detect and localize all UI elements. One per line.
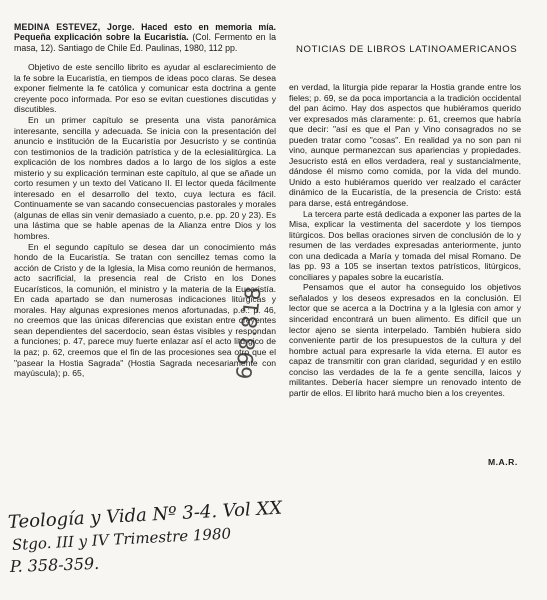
section-title: NOTICIAS DE LIBROS LATINOAMERICANOS — [296, 44, 518, 55]
review-paragraph: La tercera parte está dedicada a exponer las partes de la Misa, explicar la vestimenta del sacerdote y los tiempos litúrgicos. Dos bellas oraciones sirven de conclusión de lo y resumen de las verdades expresadas anteriormente, junto con una dedicada a María y tomada del misal Romano. De las pp. 93 a 105 se insertan textos patrísticos, litúrgicos, conciliares y papales sobre la eucaristía. — [289, 208, 521, 282]
reviewer-initials: M.A.R. — [488, 457, 518, 467]
book-author: MEDINA ESTEVEZ, Jorge. — [14, 22, 135, 32]
book-publication: (Col. Fermento en la masa, 12). Santiago de Chile Ed. Paulinas, 1980, 112 pp. — [14, 32, 276, 53]
book-title: Haced esto en memoria mía. Pequeña explicación sobre la Eucaristía. — [14, 22, 276, 43]
review-paragraph: en verdad, la liturgia pide reparar la Hostia grande entre los fieles; p. 69, se da poca importancia a la tradición occidental del pan ácimo. Hay dos aspectos que hubiéramos querido ver expresados más claramente: p. 61, creemos que habría que decir: "así es que el Pan y Vino consagrados no se pueden tratar como "cosas". En realidad ya no son pan ni vino, aunque permanezcan sus apariencias y propiedades. Jesucristo está en ellos verdadera, real y sustancialmente, dándose él mismo como comida, por la vida del mundo. Unido a esto hubiéramos querido ver realzado el carácter dinámico de la Eucaristía, de la presencia de Cristo: está para darse, está entregándose. — [289, 82, 521, 209]
handwritten-line: Stgo. III y IV Trimestre 1980 — [11, 524, 232, 554]
handwritten-line: Teología y Vida Nº 3-4. Vol XX — [7, 497, 283, 533]
review-paragraph: Pensamos que el autor ha conseguido los objetivos señalados y los deseos expresados en la conclusión. El lector que se acerca a la Doctrina y a la Iglesia con amor y sinceridad encontrará un buen alimento. Es difícil que un lector ajeno se sienta interpelado. También hubiera sido conveniente partir de los presupuestos de la cultura y del hombre actual para expresarle la vida eterna. El autor es capaz de transmitir con gran claridad, seguridad y en estilo conciso las verdades de la fe a gente sencilla, laicos y militantes. Debería hacer siempre un renovado intento de partir de ellos. El librito hará mucho bien a los creyentes. — [289, 282, 521, 398]
handwritten-note — [7, 497, 308, 578]
book-reference — [14, 22, 276, 53]
review-paragraph: En un primer capítulo se presenta una vista panorámica interesante, sencilla y adecuada. Se inicia con la presentación del anuncio e institución de la Eucaristía por Jesucristo y se continúa con testimonios de la tradición patrística y de la eclesialitúrgica. La explicación de los nombres dados a lo largo de los siglos a este misterio y su explicación terminan este capítulo, al que se añade un corto resumen y un texto del Vaticano II. El lector queda fácilmente interesado en el desarrollo del texto, cuya lectura es fácil. Continuamente se van sacando consecuencias pastorales y morales (algunas de ellas sin venir demasiado a cuento, p.e. pp. 20 y 23). Es una lástima que se hable apenas de la Alianza entre Dios y los hombres. — [14, 114, 276, 241]
right-column — [289, 82, 521, 398]
review-paragraph: Objetivo de este sencillo librito es ayudar al esclarecimiento de la fe sobre la Eucaristía, en tiempos de ideas poco claras. Se desea exponer fielmente la fe católica y comunicar esta doctrina a gente creyente poco informada. Por eso se evitan cuestiones discutidas y discutibles. — [14, 62, 276, 115]
catalog-stamp: 698.818 — [232, 284, 266, 381]
handwritten-line: P. 358-359. — [9, 553, 100, 576]
review-paragraph: En el segundo capítulo se desea dar un conocimiento más hondo de la Eucaristía. Se tratan con sencillez temas como la acción de Cristo y de la Iglesia, la Misa como reunión de hermanos, acto sacrificial, la presencia real de Cristo en los Dones Eucarísticos, la comunión, el ministro y la materia de la Eucaristía. En cada apartado se dan numerosas indicaciones litúrgicas y morales. Hay algunas expresiones menos afortunadas, p.e.: p. 46, no creemos que las únicas diferencias que existan entre creyentes sean dependientes del sacerdocio, sean éstas visibles y respondan a funciones; p. 47, parece muy fuerte enlazar así el acto litúrgico de la paz; p. 62, creemos que el fin de las procesiones sea otro que el "pasear la Hostia Sagrada" (Hostia Sagrada necesariamente con mayúscula); p. 65, — [14, 241, 276, 379]
